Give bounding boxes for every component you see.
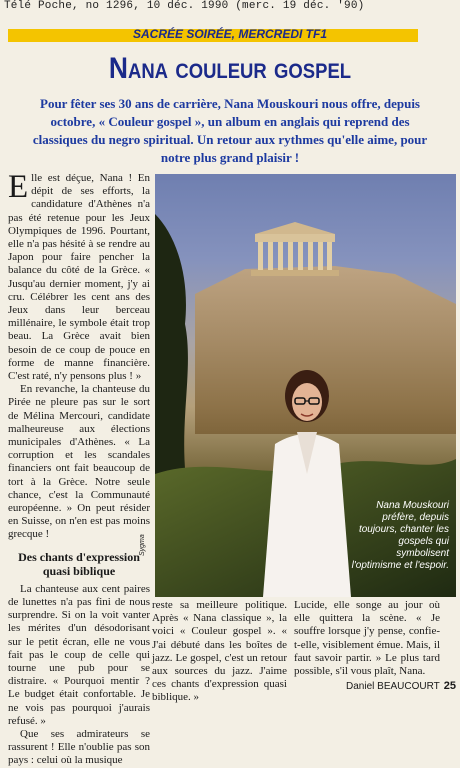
article-lead: Pour fêter ses 30 ans de carrière, Nana Mouskouri nous offre, depuis octobre, « Couleur gospel », un album en anglais qui reprend des classiques du negro spiritual. Un retour aux rythmes qu'elle aime, pour notre plus grand plaisir ! [32,96,428,165]
article-title [28,49,433,89]
page-number: 25 [443,680,456,692]
photo-credit: Sygma [139,534,146,556]
scan-header: Télé Poche, no 1296, 10 déc. 1990 (merc. 19 déc. '90) [4,0,365,12]
rubric: SACRÉE SOIRÉE, MERCREDI TF1 [132,27,328,41]
signature [318,680,456,692]
column-3 [294,599,440,678]
paragraph: Que ses admirateurs se rassurent ! Elle n'oublie pas son pays : celui où la musique [8,727,150,767]
photo-caption: Nana Mouskouri préfère, depuis toujours, chanter les gospels qui symbolisent l'optimisme et l'espoir. [351,500,449,571]
paragraph: La chanteuse aux cent paires de lunettes n'a pas fini de nous surprendre. Si on la voit vanter les mérites d'un désodorisant sur le petit écran, elle ne vous fait pas le coup de celle qui tourne une pub pour se distraire. « Pourquoi mentir ? Le budget était confortable. Je ne vois pas pourquoi j'aurais refusé. » [8,582,150,727]
paragraph: reste sa meilleure politique. Après « Nana classique », la voici « Couleur gospel ». « J'ai débuté dans les boîtes de jazz. Le gospel, c'est un retour aux sources du jazz. J'aime ces chants d'expression quasi biblique. » [152,599,287,704]
paragraph: En revanche, la chanteuse du Pirée ne pleure pas sur le sort de Mélina Mercouri, candidate malheureuse aux élections municipales d'Athènes. « La corruption et les scandales financiers ont fait beaucoup de tort à la Grèce. Notre seule chance, c'est la Communauté européenne. » On peut résider en Suisse, on n'en est pas moins grecque ! [8,383,150,541]
subheading: Des chants d'expression quasi biblique [18,549,140,578]
paragraph: Lucide, elle songe au jour où elle quittera la scène. « Je souffre lorsque j'y pense, confie-t-elle, visiblement émue. Mais, il faut savoir partir. » Le plus tard possible, s'il vous plaît, Nana. [294,599,440,678]
drop-cap: E [8,169,29,205]
article-title-text: Nana couleur gospel [108,52,352,85]
column-1 [8,169,150,768]
paragraph-text: lle est déçue, Nana ! En dépit de ses efforts, la candidature d'Athènes n'a pas été retenue pour les Jeux Olympiques de 1996. Pourtant, elle n'a pas hésité à se rendre au Japon pour faire pencher la balance du côté de la Grèce. « Jusqu'au dernier moment, j'y ai cru. Célébrer les cent ans des Jeux dans leur berceau millénaire, le symbole était trop beau. La Grèce avait bien besoin de ce coup de pouce en forme de manne financière. C'est raté, n'y pensons plus ! » [8,172,150,383]
author-name: Daniel BEAUCOURT [346,681,440,692]
paragraph [8,169,150,383]
column-2 [152,599,287,705]
